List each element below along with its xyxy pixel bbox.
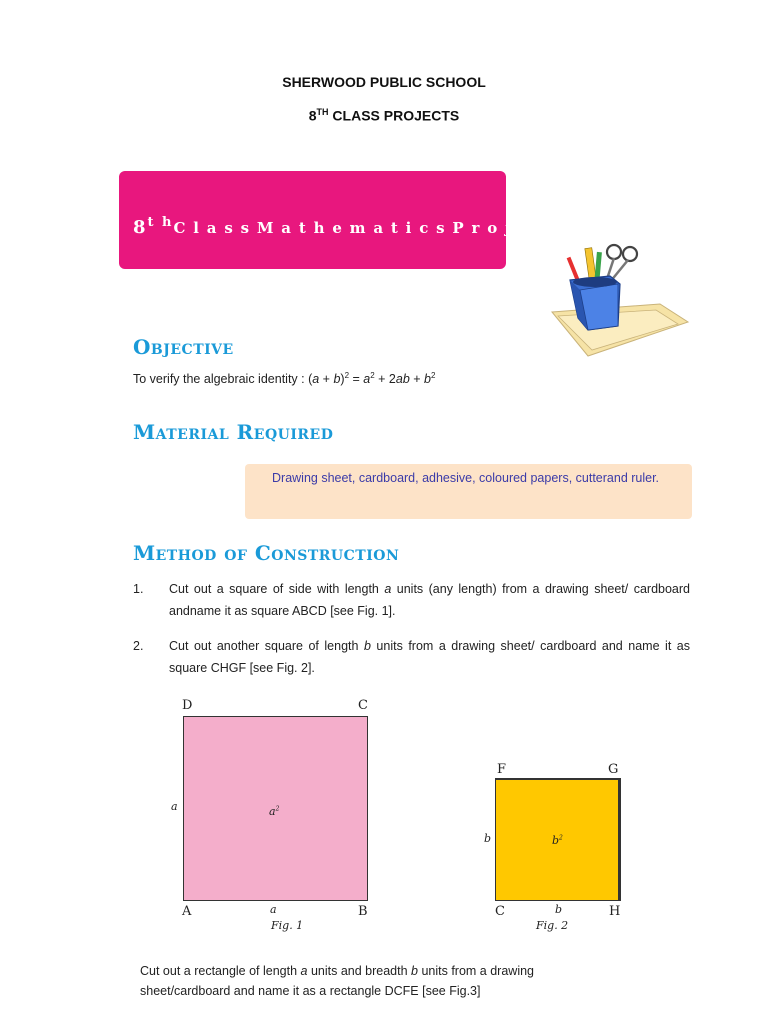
step-text: Cut out another square of length b units from a drawing sheet/ cardboard and name it as square CHGF [see Fig. 2].: [169, 639, 690, 675]
step-number: 1.: [133, 582, 144, 596]
banner-title: $8^{t h}C$ l a s s M a t h e m a t i c s P r o j e c t: [133, 215, 561, 238]
materials-box: [245, 464, 692, 519]
fig2-label-c: C: [495, 904, 505, 919]
method-heading: Method of Construction: [133, 541, 400, 565]
fig2-label-h: H: [609, 904, 621, 919]
fig2-caption: Fig. 2: [536, 919, 569, 932]
step-text: Cut out a square of side with length a units (any length) from a drawing sheet/ cardboard andname it as square ABCD [see Fig. 1].: [169, 582, 690, 618]
fig2-side-label: b: [484, 832, 492, 845]
objective-heading: Objective: [133, 335, 234, 359]
materials-text: Drawing sheet, cardboard, adhesive, coloured papers, cutterand ruler.: [272, 471, 660, 485]
fig1-caption: Fig. 1: [271, 919, 304, 932]
fig1-bottom-label: a: [270, 903, 277, 916]
fig2-bottom-label: b: [555, 903, 563, 916]
fig1-label-a: A: [182, 904, 192, 919]
fig1-label-c: C: [358, 698, 368, 713]
pencil-cup-icon: [548, 238, 690, 358]
fig1-area-label: $a^2$: [269, 805, 280, 818]
school-name: SHERWOOD PUBLIC SCHOOL: [282, 74, 486, 90]
class-projects-title: 8TH CLASS PROJECTS: [308, 107, 460, 124]
fig2-label-g: G: [608, 762, 619, 777]
fig2-label-f: F: [497, 762, 507, 777]
step-text: Cut out a rectangle of length a units and breadth b units from a drawing sheet/cardboard and name it as a rectangle DCFE [see Fig.3]: [140, 964, 535, 998]
fig2-area-label: $b^2$: [552, 834, 563, 847]
material-heading: Material Required: [133, 420, 334, 444]
fig1-label-b: B: [358, 904, 368, 919]
fig1-label-d: D: [182, 698, 193, 713]
project-banner: [119, 171, 561, 269]
step-number: 2.: [133, 639, 144, 653]
objective-text: To verify the algebraic identity : $(a + b)^2 = a^2 + 2ab + b^2$: [133, 371, 436, 387]
fig1-side-label: a: [171, 800, 178, 813]
